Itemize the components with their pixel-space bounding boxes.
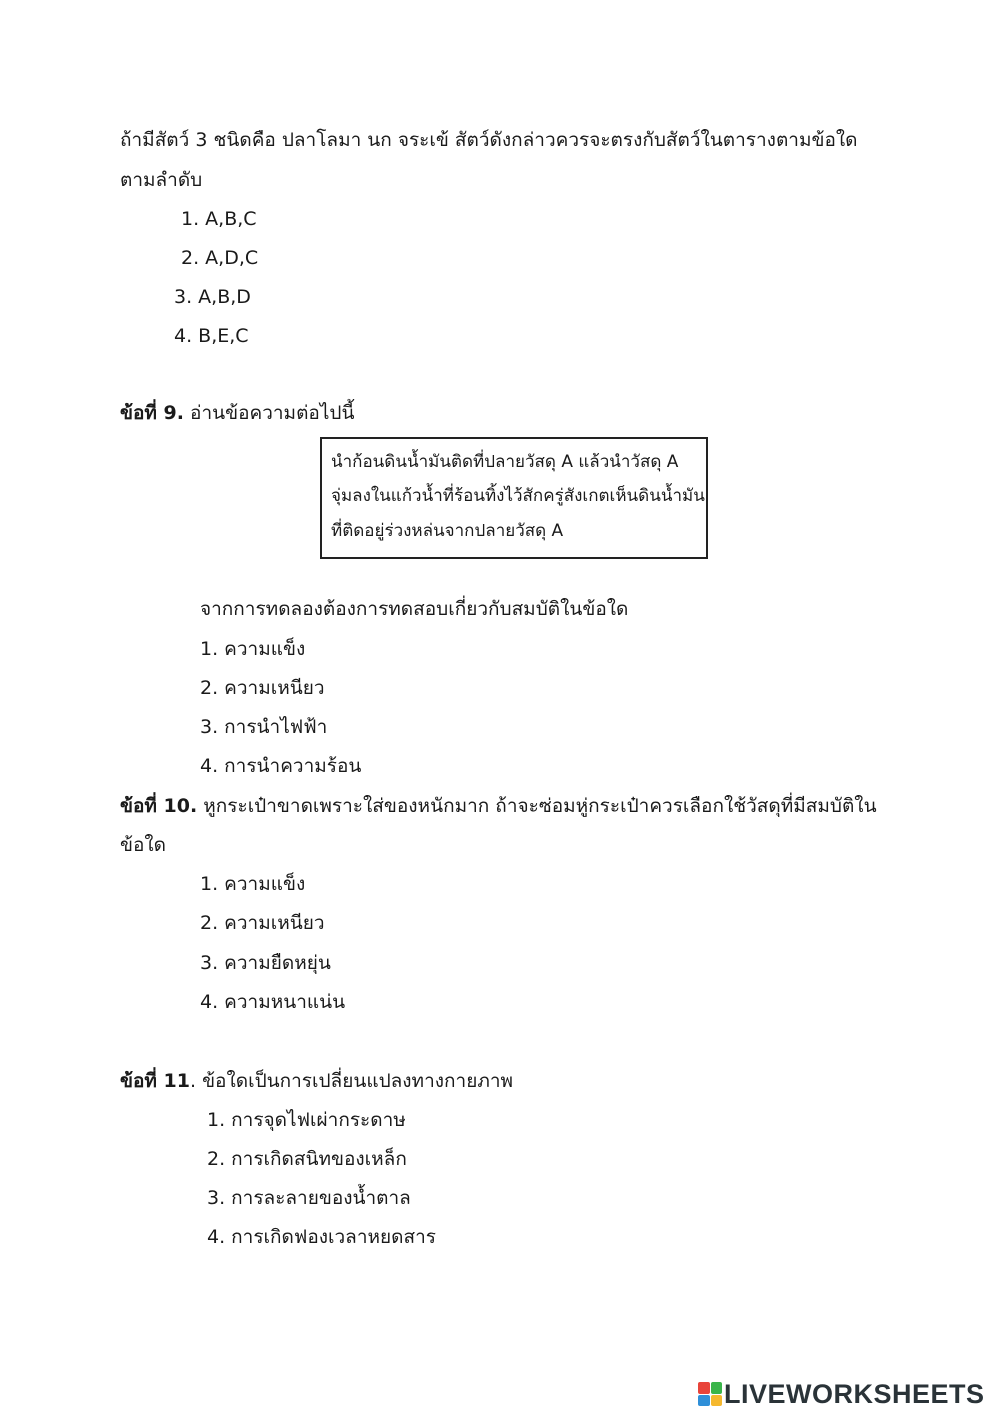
q10-option-3[interactable]: 3. ความยืดหยุ่น [200,952,331,974]
q10-option-2[interactable]: 2. ความเหนียว [200,912,325,934]
q10-heading [120,794,877,818]
q8-option-1[interactable]: 1. A,B,C [181,208,257,230]
q9-heading [120,401,354,425]
q11-text: . ข้อใดเป็นการเปลี่ยนแปลงทางกายภาพ [189,1070,514,1092]
q10-option-4[interactable]: 4. ความหนาแน่น [200,991,346,1013]
liveworksheets-icon [698,1382,722,1406]
q10-text-line2: ข้อใด [120,834,167,856]
q9-option-3[interactable]: 3. การนำไฟฟ้า [200,716,328,738]
liveworksheets-logo[interactable] [698,1378,985,1410]
q11-option-1[interactable]: 1. การจุดไฟเผ่ากระดาษ [207,1109,406,1131]
brand-name: LIVEWORKSHEETS [724,1378,985,1409]
q9-option-2[interactable]: 2. ความเหนียว [200,677,325,699]
q8-text-line1: ถ้ามีสัตว์ 3 ชนิดคือ ปลาโลมา นก จระเข้ สัตว์ดังกล่าวควรจะตรงกับสัตว์ในตารางตามข้อใด [120,129,858,151]
logo-square-red [698,1382,710,1394]
q9-option-4[interactable]: 4. การนำความร้อน [200,755,362,777]
q9-label: ข้อที่ 9. [120,402,184,424]
q10-option-1[interactable]: 1. ความแข็ง [200,873,306,895]
q11-label: ข้อที่ 11 [120,1070,190,1092]
q11-option-4[interactable]: 4. การเกิดฟองเวลาหยดสาร [207,1226,436,1248]
q11-option-2[interactable]: 2. การเกิดสนิทของเหล็ก [207,1148,407,1170]
q11-heading [120,1069,513,1093]
q11-option-3[interactable]: 3. การละลายของน้ำตาล [207,1187,411,1209]
q9-passage-line2: จุ่มลงในแก้วน้ำที่ร้อนทิ้งไว้สักครู่สังเกตเห็นดินน้ำมัน [331,486,705,506]
logo-square-green [711,1382,723,1394]
logo-square-yellow [711,1395,723,1407]
q8-option-4[interactable]: 4. B,E,C [174,325,249,347]
q8-option-2[interactable]: 2. A,D,C [181,247,259,269]
q10-label: ข้อที่ 10. [120,795,198,817]
q10-text-line1: หูกระเป๋าขาดเพราะใส่ของหนักมาก ถ้าจะซ่อมหู่กระเป๋าควรเลือกใช้วัสดุที่มีสมบัติใน [203,795,877,817]
q9-text: อ่านข้อความต่อไปนี้ [190,402,355,424]
q8-text-line2: ตามลำดับ [120,169,203,191]
q9-passage-line1: นำก้อนดินน้ำมันติดที่ปลายวัสดุ A แล้วนำวัสดุ A [331,452,679,472]
logo-square-blue [698,1395,710,1407]
q9-passage-line3: ที่ติดอยู่ร่วงหล่นจากปลายวัสดุ A [331,521,564,541]
q9-option-1[interactable]: 1. ความแข็ง [200,638,306,660]
q8-option-3[interactable]: 3. A,B,D [174,286,251,308]
q9-question: จากการทดลองต้องการทดสอบเกี่ยวกับสมบัติในข้อใด [200,598,629,620]
